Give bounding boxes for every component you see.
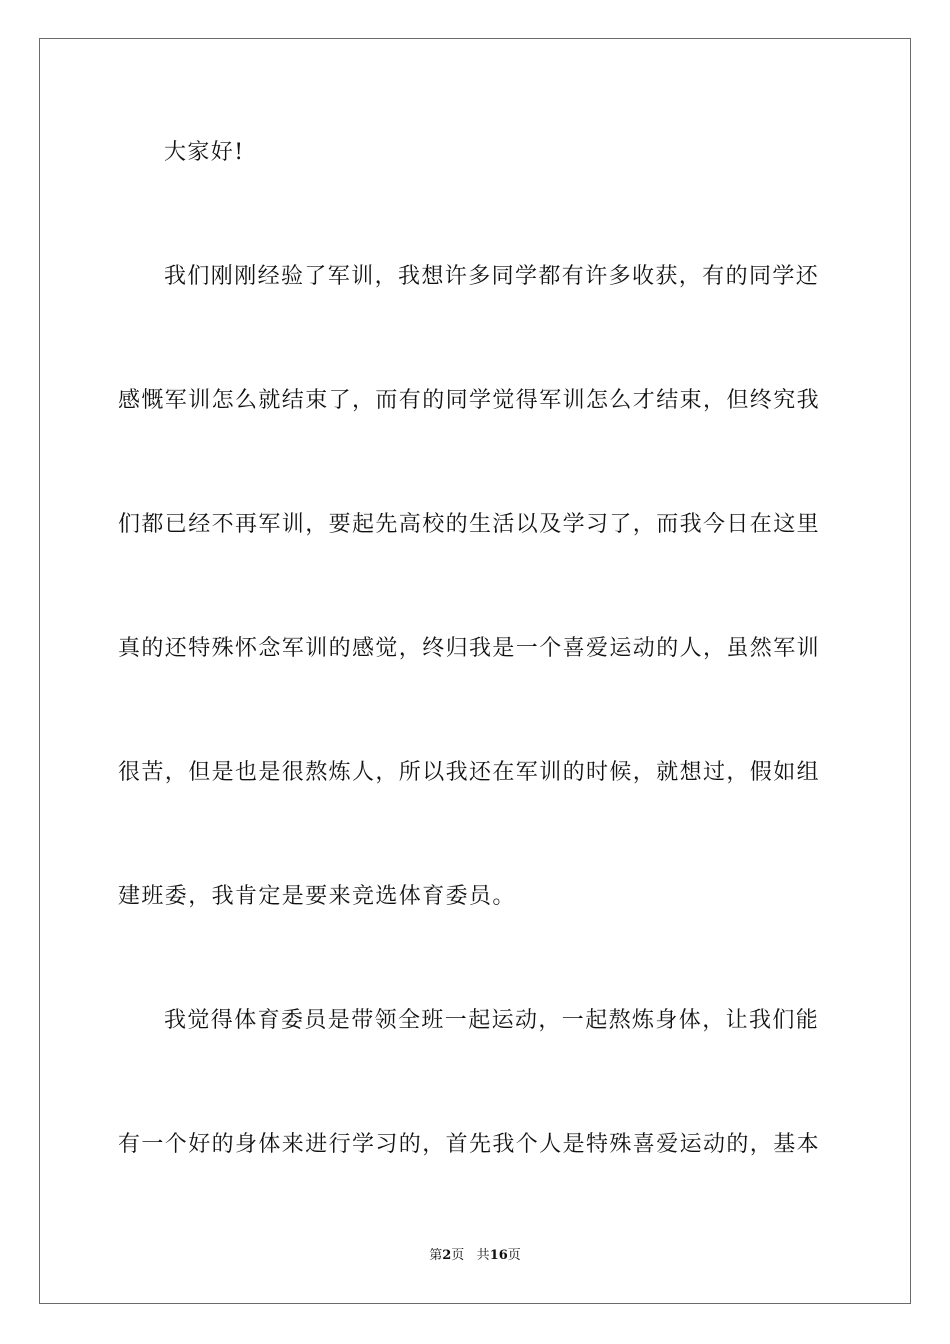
total-suffix: 页	[507, 1248, 521, 1263]
paragraph-1-line-3: 们都已经不再军训，要起先高校的生活以及学习了，而我今日在这里	[118, 512, 821, 537]
greeting: 大家好!	[164, 140, 245, 165]
total-pages: 16	[489, 1248, 508, 1263]
paragraph-2-line-2: 有一个好的身体来进行学习的，首先我个人是特殊喜爱运动的，基本	[118, 1132, 821, 1157]
page-number: 2	[442, 1248, 452, 1263]
total-prefix: 共	[476, 1248, 490, 1263]
paragraph-2-line-1: 我觉得体育委员是带领全班一起运动，一起熬炼身体，让我们能	[164, 1008, 820, 1033]
page-suffix: 页	[451, 1248, 465, 1263]
paragraph-1-line-1: 我们刚刚经验了军训，我想许多同学都有许多收获，有的同学还	[164, 264, 820, 289]
page-footer	[0, 1247, 950, 1265]
paragraph-1-line-5: 很苦，但是也是很熬炼人，所以我还在军训的时候，就想过，假如组	[118, 760, 821, 785]
paragraph-1-line-2: 感慨军训怎么就结束了，而有的同学觉得军训怎么才结束，但终究我	[118, 388, 821, 413]
paragraph-1-line-6: 建班委，我肯定是要来竞选体育委员。	[118, 884, 516, 909]
page-frame	[39, 38, 911, 1304]
page-prefix: 第	[429, 1248, 443, 1263]
paragraph-1-line-4: 真的还特殊怀念军训的感觉，终归我是一个喜爱运动的人，虽然军训	[118, 636, 821, 661]
